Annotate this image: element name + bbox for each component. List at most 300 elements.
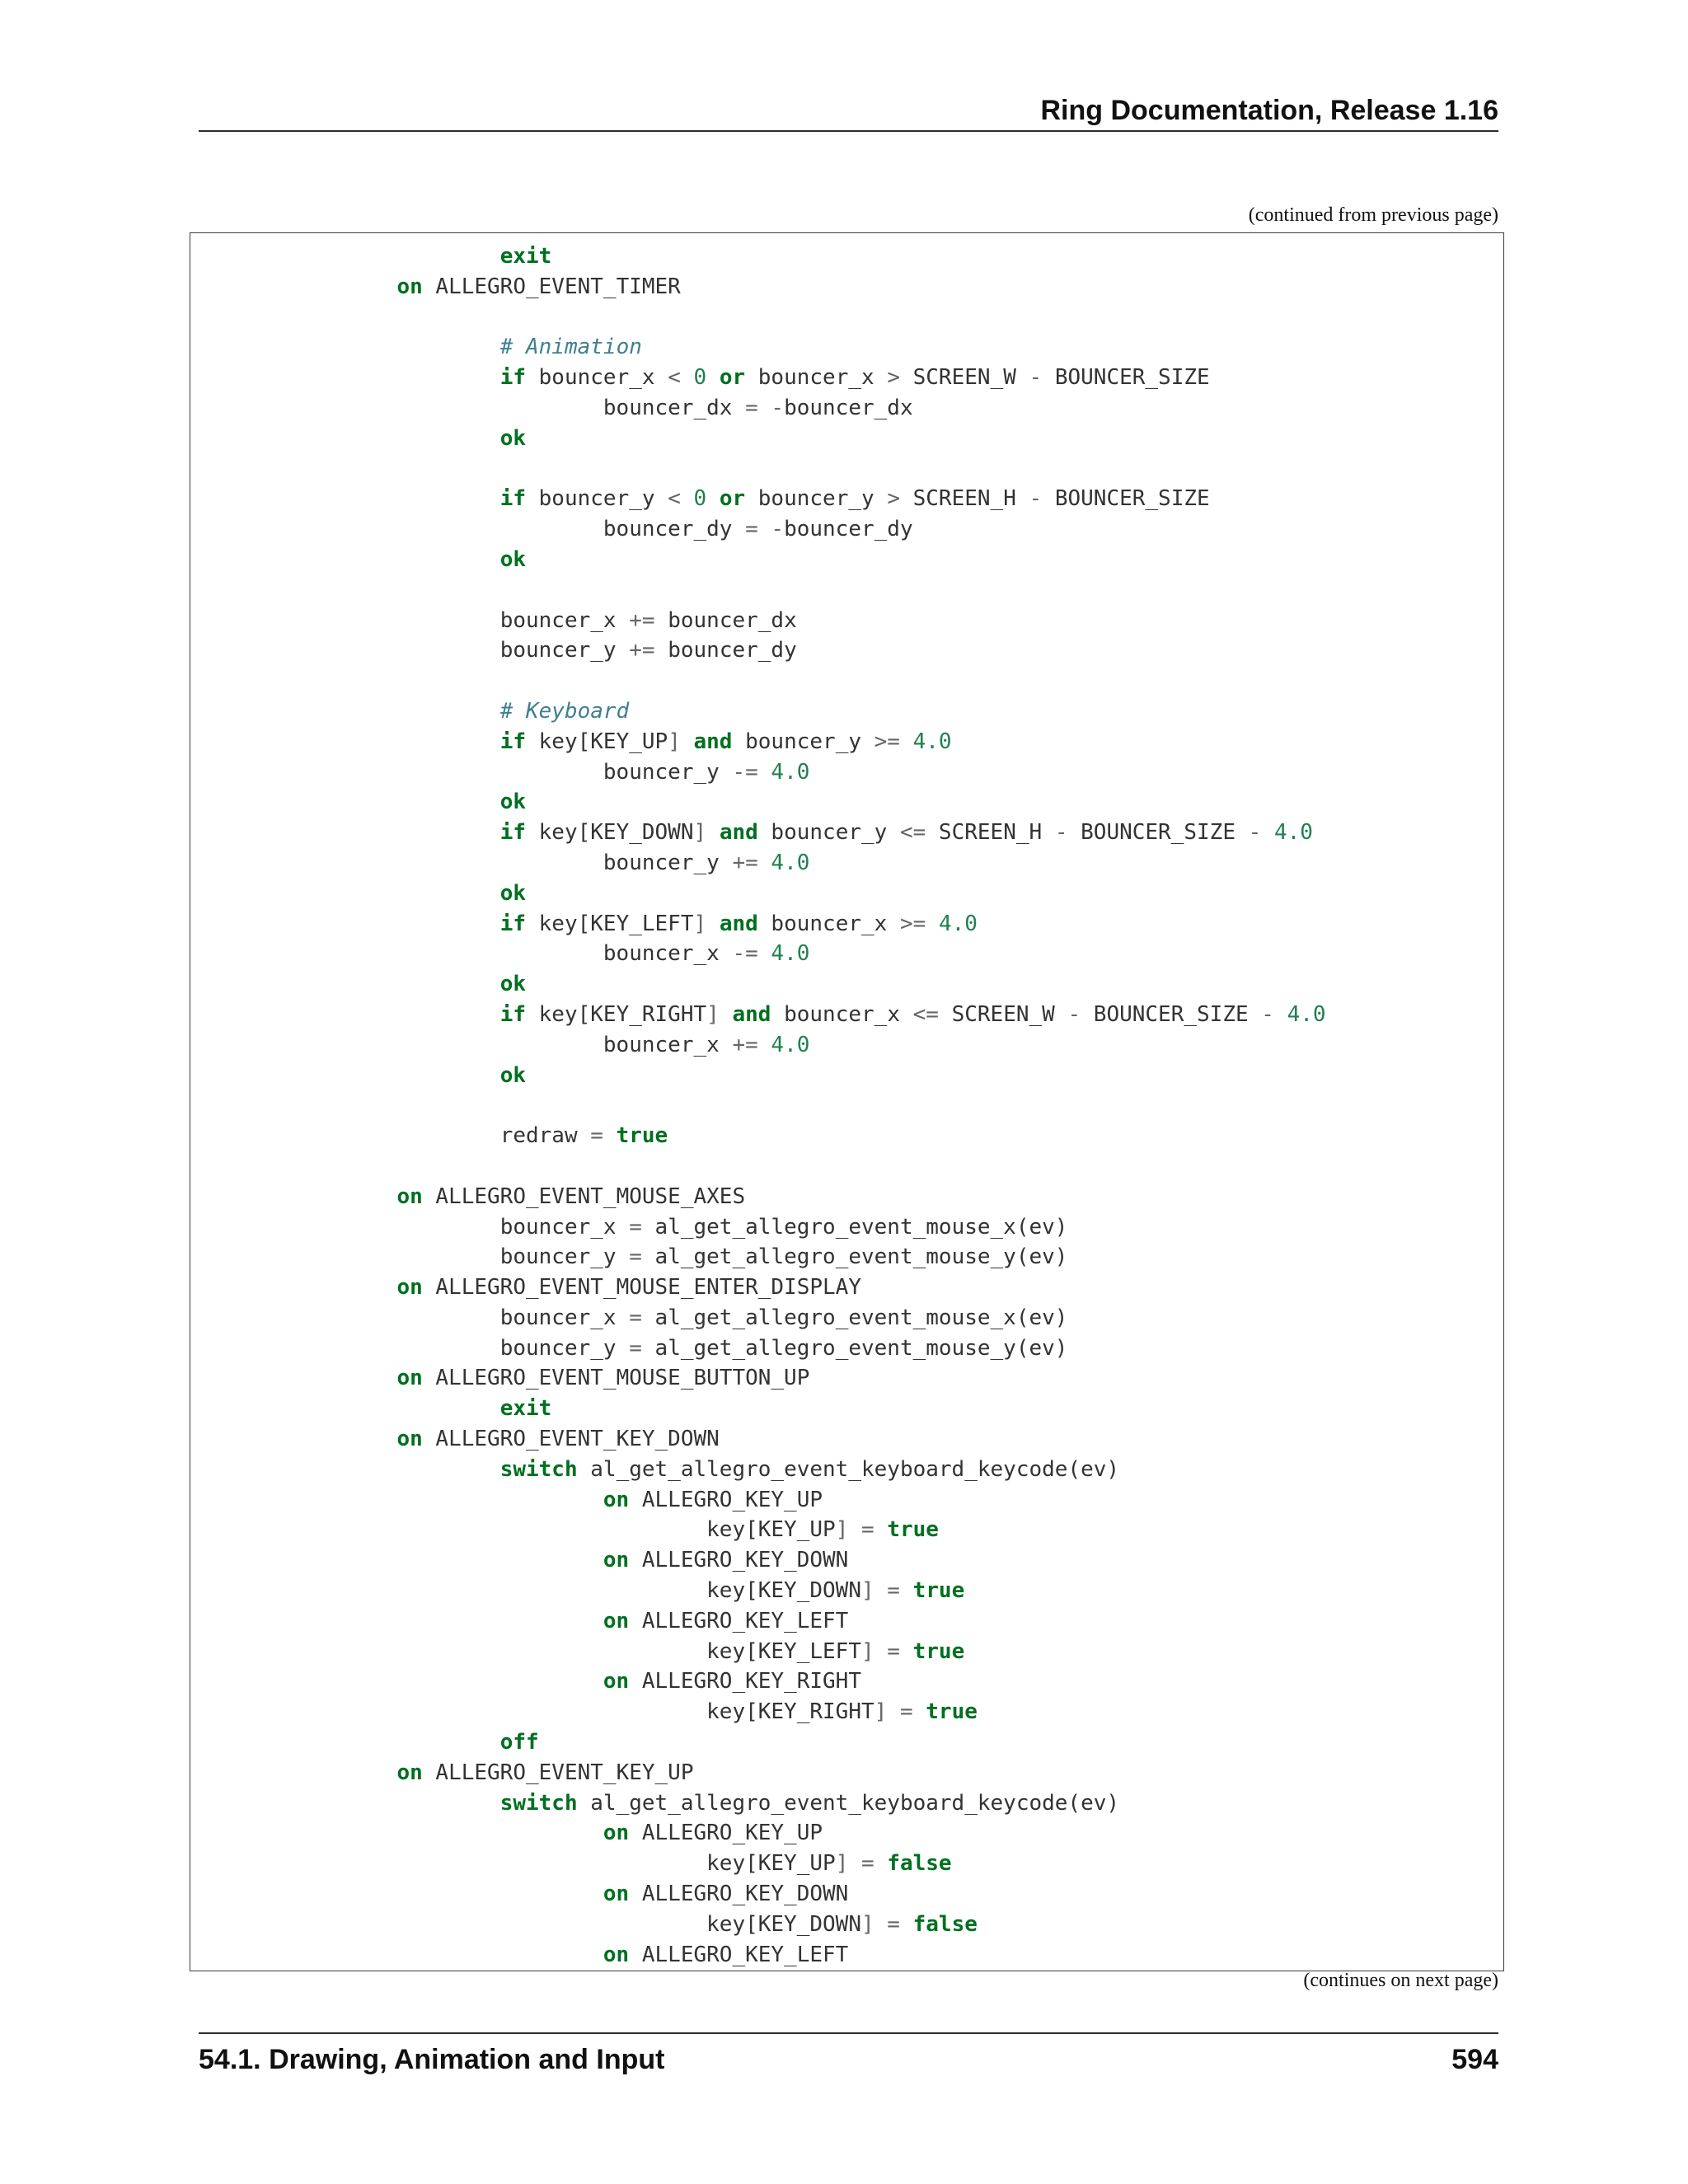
code-token: true bbox=[887, 1517, 939, 1543]
code-token: on bbox=[396, 1183, 423, 1209]
code-token bbox=[190, 1002, 500, 1027]
code-token: key[KEY_UP bbox=[706, 1851, 836, 1877]
code-token: switch bbox=[499, 1456, 578, 1482]
code-token: on bbox=[396, 1427, 423, 1452]
code-token: 0 bbox=[693, 486, 707, 512]
code-token: ] bbox=[835, 1517, 849, 1543]
code-token: exit bbox=[499, 1396, 552, 1422]
code-token: if bbox=[499, 486, 526, 512]
code-line bbox=[190, 1515, 1326, 1545]
code-token: - bbox=[1054, 820, 1068, 846]
code-token bbox=[900, 729, 913, 754]
code-token: off bbox=[499, 1730, 539, 1755]
code-token bbox=[190, 638, 500, 663]
code-token: ] bbox=[706, 1001, 720, 1027]
code-token: = bbox=[861, 1517, 874, 1543]
code-token: key[KEY_LEFT bbox=[526, 911, 694, 936]
code-block bbox=[190, 232, 1504, 1971]
code-line bbox=[190, 1576, 1326, 1606]
code-token bbox=[887, 1699, 900, 1724]
code-token: bouncer_y bbox=[526, 486, 668, 512]
code-token: 4.0 bbox=[938, 911, 978, 936]
code-token: true bbox=[616, 1123, 668, 1149]
code-line bbox=[190, 1121, 1326, 1151]
code-token bbox=[190, 244, 500, 269]
code-token bbox=[190, 760, 603, 785]
code-token bbox=[758, 760, 771, 785]
code-token: al_get_allegro_event_keyboard_keycode(ev) bbox=[577, 1790, 1120, 1816]
code-line bbox=[190, 363, 1326, 393]
code-token bbox=[913, 1699, 926, 1724]
code-token bbox=[190, 1548, 603, 1572]
code-line bbox=[190, 1940, 1326, 1971]
code-token bbox=[758, 941, 771, 966]
code-token bbox=[874, 1517, 888, 1542]
code-token bbox=[190, 1123, 500, 1148]
code-token bbox=[874, 1851, 888, 1876]
code-token: bouncer_y bbox=[603, 759, 733, 785]
code-token: += bbox=[732, 1032, 758, 1057]
code-token: - bbox=[1029, 486, 1043, 512]
code-token: on bbox=[603, 1821, 630, 1846]
code-token: 4.0 bbox=[1273, 820, 1313, 846]
code-token: and bbox=[719, 820, 758, 846]
code-token: 4.0 bbox=[1287, 1001, 1326, 1027]
code-token: on bbox=[396, 1366, 423, 1391]
code-token: ] bbox=[668, 729, 681, 754]
code-token: on bbox=[396, 1275, 423, 1301]
code-token bbox=[758, 517, 771, 541]
code-token: SCREEN_H bbox=[899, 486, 1029, 512]
code-token: ALLEGRO_EVENT_MOUSE_ENTER_DISPLAY bbox=[422, 1275, 861, 1301]
code-token: SCREEN_W bbox=[899, 365, 1029, 391]
code-token: bouncer_dy bbox=[784, 517, 913, 542]
code-token: on bbox=[396, 274, 423, 299]
code-token: ] bbox=[874, 1699, 888, 1725]
footer-section-title: 54.1. Drawing, Animation and Input bbox=[199, 2044, 665, 2075]
code-token: on bbox=[603, 1608, 630, 1633]
code-token bbox=[848, 1851, 861, 1876]
code-line bbox=[190, 545, 1326, 575]
code-token: ] bbox=[860, 1911, 874, 1937]
code-token: ALLEGRO_KEY_LEFT bbox=[629, 1942, 849, 1967]
code-line bbox=[190, 1061, 1326, 1091]
code-token: = bbox=[745, 395, 758, 420]
code-token: ok bbox=[499, 790, 526, 815]
code-token: = bbox=[887, 1638, 900, 1664]
code-token: if bbox=[499, 1001, 526, 1027]
code-token: bouncer_y bbox=[499, 638, 630, 663]
code-token: 4.0 bbox=[912, 729, 952, 754]
code-token: 4.0 bbox=[771, 850, 810, 875]
code-token: -= bbox=[732, 941, 758, 967]
code-token bbox=[706, 912, 720, 936]
code-line bbox=[190, 1666, 1326, 1697]
code-token: ALLEGRO_KEY_DOWN bbox=[629, 1882, 849, 1907]
code-line bbox=[190, 1394, 1326, 1424]
code-token bbox=[190, 1943, 603, 1967]
code-token: > bbox=[887, 365, 900, 391]
code-token bbox=[190, 1244, 500, 1269]
code-token: true bbox=[926, 1699, 978, 1725]
code-token bbox=[874, 1912, 888, 1937]
code-token: bouncer_y bbox=[732, 729, 874, 754]
code-line bbox=[190, 1637, 1326, 1667]
code-token: switch bbox=[499, 1790, 578, 1816]
code-line bbox=[190, 484, 1326, 514]
code-token: key[KEY_LEFT bbox=[706, 1638, 861, 1664]
code-token: ] bbox=[860, 1578, 874, 1604]
code-line bbox=[190, 1242, 1326, 1272]
code-token: on bbox=[603, 1487, 630, 1512]
code-line bbox=[190, 1485, 1326, 1516]
code-token bbox=[190, 1760, 396, 1785]
code-token: = bbox=[745, 517, 758, 542]
code-token: = bbox=[887, 1578, 900, 1604]
code-token: key[KEY_UP bbox=[526, 729, 668, 754]
code-line bbox=[190, 454, 1326, 485]
code-token: ] bbox=[693, 911, 707, 936]
code-token bbox=[758, 396, 771, 420]
code-token bbox=[758, 851, 771, 875]
code-token: <= bbox=[899, 820, 926, 846]
code-token: ALLEGRO_KEY_DOWN bbox=[629, 1548, 849, 1573]
code-token: BOUNCER_SIZE bbox=[1042, 365, 1210, 391]
code-token: bouncer_x bbox=[499, 1305, 630, 1330]
code-line bbox=[190, 879, 1326, 909]
continues-on-note: (continues on next page) bbox=[1303, 1970, 1498, 1991]
code-token bbox=[190, 1184, 396, 1209]
code-token bbox=[190, 1488, 603, 1512]
code-token: bouncer_y bbox=[499, 1244, 630, 1270]
code-line bbox=[190, 848, 1326, 879]
code-token: - bbox=[1029, 365, 1043, 391]
code-token: bouncer_dx bbox=[784, 395, 913, 420]
code-token: ok bbox=[499, 1062, 526, 1088]
code-token: 0 bbox=[693, 365, 707, 391]
code-token: ALLEGRO_KEY_UP bbox=[629, 1487, 823, 1512]
code-token: = bbox=[899, 1699, 913, 1725]
code-token bbox=[190, 396, 603, 420]
code-token: += bbox=[732, 850, 758, 875]
code-token: ok bbox=[499, 972, 526, 997]
code-token: = bbox=[629, 1305, 642, 1330]
code-token: ALLEGRO_EVENT_KEY_UP bbox=[422, 1760, 694, 1785]
code-line bbox=[190, 1788, 1326, 1819]
code-line bbox=[190, 1606, 1326, 1637]
code-token bbox=[926, 912, 939, 936]
code-token: ] bbox=[835, 1851, 849, 1877]
code-token bbox=[190, 1215, 500, 1240]
code-token: or bbox=[719, 486, 746, 512]
code-token: and bbox=[693, 729, 733, 754]
code-listing bbox=[190, 241, 1326, 1970]
code-token bbox=[190, 881, 500, 906]
code-token: bouncer_dx bbox=[603, 395, 746, 420]
code-line bbox=[190, 939, 1326, 969]
code-token: > bbox=[887, 486, 900, 512]
code-token: bouncer_dx bbox=[654, 607, 797, 633]
code-token: <= bbox=[912, 1001, 939, 1027]
code-token bbox=[190, 1396, 500, 1421]
code-token: bouncer_x bbox=[499, 607, 630, 633]
code-token: ALLEGRO_KEY_UP bbox=[629, 1821, 823, 1846]
code-token: - bbox=[771, 395, 785, 420]
code-line bbox=[190, 424, 1326, 454]
code-token: if bbox=[499, 729, 526, 754]
code-line bbox=[190, 1455, 1326, 1485]
code-token: key[KEY_RIGHT bbox=[526, 1001, 707, 1027]
code-token bbox=[1274, 1002, 1287, 1027]
code-token: ok bbox=[499, 880, 526, 906]
code-token: false bbox=[887, 1851, 952, 1877]
code-token bbox=[900, 1639, 913, 1664]
code-token: BOUNCER_SIZE bbox=[1067, 820, 1249, 846]
code-line bbox=[190, 1030, 1326, 1061]
code-token: 4.0 bbox=[771, 1032, 810, 1057]
code-line bbox=[190, 575, 1326, 606]
code-token: ALLEGRO_EVENT_TIMER bbox=[422, 274, 681, 299]
code-token: ok bbox=[499, 425, 526, 451]
code-line bbox=[190, 1303, 1326, 1333]
code-line bbox=[190, 1727, 1326, 1758]
code-token bbox=[681, 486, 694, 511]
code-token: ALLEGRO_EVENT_MOUSE_AXES bbox=[422, 1183, 746, 1209]
code-token: al_get_allegro_event_mouse_x(ev) bbox=[641, 1214, 1068, 1240]
code-token: ok bbox=[499, 546, 526, 572]
code-token: and bbox=[719, 911, 758, 936]
code-token bbox=[190, 517, 603, 541]
code-token bbox=[874, 1578, 888, 1603]
code-line bbox=[190, 969, 1326, 1000]
code-token bbox=[190, 1639, 706, 1664]
code-token: false bbox=[912, 1911, 978, 1937]
code-token bbox=[720, 1002, 733, 1027]
code-line bbox=[190, 757, 1326, 788]
code-token bbox=[190, 972, 500, 996]
code-token bbox=[874, 1639, 888, 1664]
code-token bbox=[190, 941, 603, 966]
code-token: on bbox=[396, 1760, 423, 1785]
code-token bbox=[190, 1609, 603, 1633]
code-token: bouncer_dy bbox=[603, 517, 746, 542]
code-token bbox=[190, 1063, 500, 1088]
code-token: ALLEGRO_KEY_LEFT bbox=[629, 1608, 849, 1633]
code-token bbox=[190, 1033, 603, 1057]
code-token bbox=[190, 1699, 706, 1724]
code-token: if bbox=[499, 820, 526, 846]
code-line bbox=[190, 332, 1326, 363]
code-token: bouncer_x bbox=[499, 1214, 630, 1240]
code-token bbox=[190, 365, 500, 390]
code-token bbox=[190, 1457, 500, 1482]
code-line bbox=[190, 727, 1326, 757]
code-token: = bbox=[861, 1851, 874, 1877]
code-token: += bbox=[629, 607, 655, 633]
header-title: Ring Documentation, Release 1.16 bbox=[1040, 95, 1498, 126]
code-token: 4.0 bbox=[771, 759, 810, 785]
code-token bbox=[190, 547, 500, 572]
code-token bbox=[190, 426, 500, 451]
code-token: bouncer_dy bbox=[654, 638, 797, 663]
code-token: bouncer_y bbox=[499, 1335, 630, 1361]
code-token bbox=[190, 820, 500, 845]
code-token: SCREEN_W bbox=[938, 1001, 1068, 1027]
code-token: = bbox=[629, 1335, 642, 1361]
code-token: = bbox=[629, 1214, 642, 1240]
page-number: 594 bbox=[1451, 2044, 1498, 2075]
code-token: if bbox=[499, 911, 526, 936]
code-token bbox=[190, 912, 500, 936]
code-token bbox=[190, 1882, 603, 1906]
code-token: -= bbox=[732, 759, 758, 785]
code-line bbox=[190, 787, 1326, 818]
code-line bbox=[190, 666, 1326, 696]
code-token bbox=[190, 729, 500, 754]
code-token: key[KEY_UP bbox=[706, 1517, 836, 1543]
code-token bbox=[848, 1517, 861, 1542]
code-token: al_get_allegro_event_mouse_y(ev) bbox=[641, 1335, 1068, 1361]
code-token bbox=[190, 699, 500, 724]
code-token: += bbox=[629, 638, 655, 663]
code-line bbox=[190, 1090, 1326, 1121]
code-line bbox=[190, 696, 1326, 727]
code-token: >= bbox=[899, 911, 926, 936]
code-line bbox=[190, 302, 1326, 333]
code-token bbox=[190, 851, 603, 875]
code-line bbox=[190, 1000, 1326, 1030]
code-token bbox=[190, 1336, 500, 1361]
code-line bbox=[190, 1272, 1326, 1303]
code-token: ALLEGRO_EVENT_KEY_DOWN bbox=[422, 1427, 720, 1452]
code-token bbox=[190, 1427, 396, 1451]
code-token bbox=[681, 729, 694, 754]
code-line bbox=[190, 1333, 1326, 1364]
code-token bbox=[190, 1669, 603, 1694]
code-token: al_get_allegro_event_mouse_y(ev) bbox=[641, 1244, 1068, 1270]
code-token: bouncer_x bbox=[603, 1032, 733, 1057]
code-token: key[KEY_DOWN bbox=[706, 1911, 861, 1937]
code-line bbox=[190, 1182, 1326, 1212]
code-token: bouncer_x bbox=[771, 1001, 913, 1027]
code-line bbox=[190, 1424, 1326, 1455]
code-token: < bbox=[668, 365, 681, 391]
code-token bbox=[681, 365, 694, 390]
code-token: # Keyboard bbox=[499, 698, 630, 724]
code-token: and bbox=[732, 1001, 771, 1027]
code-token: key[KEY_DOWN bbox=[706, 1578, 861, 1604]
code-line bbox=[190, 1212, 1326, 1243]
continued-from-note: (continued from previous page) bbox=[1248, 204, 1498, 226]
code-token: = bbox=[590, 1123, 603, 1149]
code-token bbox=[190, 274, 396, 299]
code-line bbox=[190, 818, 1326, 848]
code-token: - bbox=[1261, 1001, 1274, 1027]
code-line bbox=[190, 606, 1326, 636]
code-token bbox=[603, 1123, 617, 1148]
code-token bbox=[190, 1305, 500, 1330]
code-token: # Animation bbox=[499, 335, 642, 360]
code-token bbox=[190, 1791, 500, 1816]
code-line bbox=[190, 1363, 1326, 1394]
code-line bbox=[190, 1818, 1326, 1849]
code-token: - bbox=[1248, 820, 1262, 846]
code-token bbox=[190, 335, 500, 359]
code-token: = bbox=[887, 1911, 900, 1937]
code-token bbox=[190, 1730, 500, 1755]
code-line bbox=[190, 272, 1326, 302]
code-token: ] bbox=[693, 820, 707, 846]
page-header bbox=[199, 91, 1498, 132]
code-token: - bbox=[771, 517, 785, 542]
code-token: on bbox=[603, 1942, 630, 1967]
code-token: bouncer_y bbox=[757, 820, 900, 846]
code-token: true bbox=[912, 1578, 965, 1604]
code-token: on bbox=[603, 1548, 630, 1573]
code-token bbox=[900, 1912, 913, 1937]
code-token: bouncer_y bbox=[603, 850, 733, 875]
code-token: bouncer_y bbox=[745, 486, 888, 512]
code-line bbox=[190, 635, 1326, 666]
code-token bbox=[190, 1517, 706, 1542]
code-line bbox=[190, 1151, 1326, 1182]
code-token bbox=[190, 1851, 706, 1876]
code-token bbox=[900, 1578, 913, 1603]
code-token: >= bbox=[874, 729, 900, 754]
code-token: < bbox=[668, 486, 681, 512]
code-token: on bbox=[603, 1669, 630, 1694]
code-line bbox=[190, 241, 1326, 272]
code-token: bouncer_x bbox=[757, 911, 900, 936]
code-token bbox=[190, 486, 500, 511]
code-token: bouncer_x bbox=[526, 365, 668, 391]
code-token: key[KEY_DOWN bbox=[526, 820, 694, 846]
code-token: ] bbox=[860, 1638, 874, 1664]
code-token: SCREEN_H bbox=[926, 820, 1055, 846]
code-token bbox=[190, 1821, 603, 1845]
code-token: = bbox=[629, 1244, 642, 1270]
page-footer bbox=[199, 2032, 1498, 2075]
code-line bbox=[190, 514, 1326, 545]
code-token: bouncer_x bbox=[745, 365, 888, 391]
code-line bbox=[190, 1545, 1326, 1576]
code-token: key[KEY_RIGHT bbox=[706, 1699, 874, 1725]
code-token bbox=[1261, 820, 1274, 845]
code-token bbox=[706, 486, 720, 511]
code-line bbox=[190, 909, 1326, 940]
code-token bbox=[190, 1578, 706, 1603]
code-token: if bbox=[499, 365, 526, 391]
code-line bbox=[190, 1879, 1326, 1910]
code-token: true bbox=[912, 1638, 965, 1664]
code-token bbox=[706, 365, 720, 390]
code-token bbox=[190, 1275, 396, 1300]
code-token: exit bbox=[499, 244, 552, 269]
code-line bbox=[190, 393, 1326, 424]
code-token: - bbox=[1067, 1001, 1081, 1027]
code-token bbox=[758, 1033, 771, 1057]
code-token: BOUNCER_SIZE bbox=[1081, 1001, 1262, 1027]
code-token: ALLEGRO_EVENT_MOUSE_BUTTON_UP bbox=[422, 1366, 810, 1391]
code-line bbox=[190, 1910, 1326, 1940]
code-token bbox=[190, 1912, 706, 1937]
code-token: bouncer_x bbox=[603, 941, 733, 967]
code-token: al_get_allegro_event_mouse_x(ev) bbox=[641, 1305, 1068, 1330]
code-token: ALLEGRO_KEY_RIGHT bbox=[629, 1669, 861, 1694]
code-token: on bbox=[603, 1882, 630, 1907]
code-token: al_get_allegro_event_keyboard_keycode(ev) bbox=[577, 1456, 1120, 1482]
code-token: BOUNCER_SIZE bbox=[1042, 486, 1210, 512]
